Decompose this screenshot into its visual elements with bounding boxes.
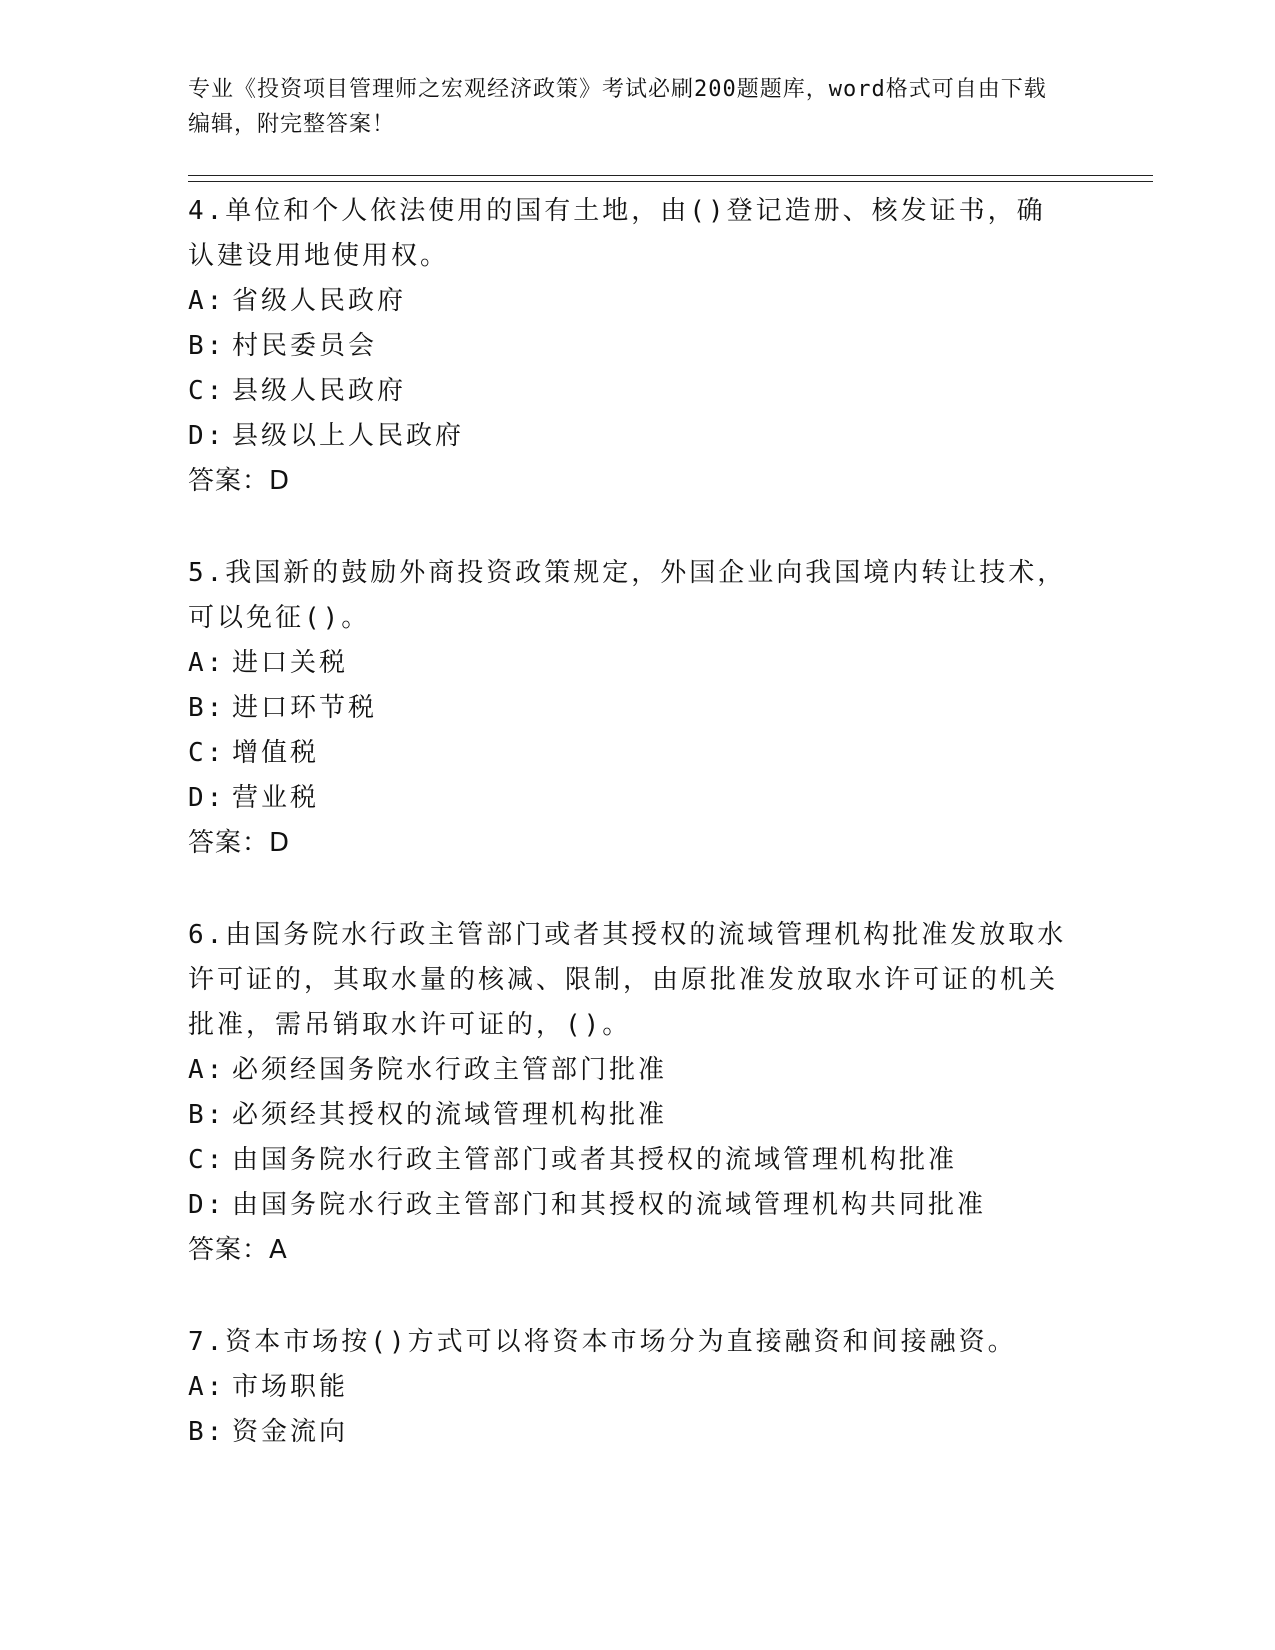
document-header [188,72,1068,142]
option-letter: C: [188,1145,226,1175]
option-text: 省级人民政府 [232,286,407,316]
option-text: 由国务院水行政主管部门或者其授权的流域管理机构批准 [232,1145,958,1175]
question-list [188,189,1068,1502]
option-text: 县级以上人民政府 [232,421,465,451]
question-text: 4.单位和个人依法使用的国有土地，由()登记造册、核发证书，确认建设用地使用权。 [188,196,1046,271]
option-a [188,1365,1068,1410]
question-text: 5.我国新的鼓励外商投资政策规定，外国企业向我国境内转让技术，可以免征()。 [188,558,1067,633]
option-text: 必须经其授权的流域管理机构批准 [232,1100,668,1130]
option-d [188,1183,1068,1228]
option-text: 进口关税 [232,648,349,678]
question-7 [188,1320,1068,1455]
option-b [188,686,1068,731]
option-text: 由国务院水行政主管部门和其授权的流域管理机构共同批准 [232,1190,987,1220]
option-b [188,324,1068,369]
question-text: 7.资本市场按()方式可以将资本市场分为直接融资和间接融资。 [188,1327,1017,1357]
header-divider-top [188,175,1153,176]
option-letter: B: [188,1417,226,1447]
option-text: 营业税 [232,783,320,813]
option-c [188,369,1068,414]
option-text: 资金流向 [232,1417,349,1447]
option-a [188,1048,1068,1093]
option-text: 必须经国务院水行政主管部门批准 [232,1055,668,1085]
option-letter: D: [188,421,226,451]
option-letter: B: [188,1100,226,1130]
question-5 [188,551,1068,866]
option-letter: D: [188,1190,226,1220]
option-d [188,414,1068,459]
option-text: 村民委员会 [232,331,378,361]
option-text: 进口环节税 [232,693,378,723]
option-c [188,1138,1068,1183]
option-d [188,776,1068,821]
answer-line: 答案：A [188,1235,288,1265]
option-letter: A: [188,648,226,678]
question-6 [188,913,1068,1273]
option-letter: C: [188,738,226,768]
header-divider-bottom [188,181,1153,182]
option-text: 增值税 [232,738,320,768]
option-a [188,641,1068,686]
option-b [188,1410,1068,1455]
answer-line: 答案：D [188,828,291,858]
option-text: 市场职能 [232,1372,349,1402]
option-text: 县级人民政府 [232,376,407,406]
option-letter: A: [188,1372,226,1402]
question-4 [188,189,1068,504]
option-letter: C: [188,376,226,406]
answer-line: 答案：D [188,466,291,496]
option-a [188,279,1068,324]
question-text: 6.由国务院水行政主管部门或者其授权的流域管理机构批准发放取水许可证的，其取水量的核减、限制，由原批准发放取水许可证的机关批准，需吊销取水许可证的，()。 [188,920,1067,1040]
option-c [188,731,1068,776]
document-title: 专业《投资项目管理师之宏观经济政策》考试必刷200题题库，word格式可自由下载编辑，附完整答案！ [188,77,1047,137]
option-letter: A: [188,1055,226,1085]
option-letter: B: [188,331,226,361]
option-b [188,1093,1068,1138]
option-letter: B: [188,693,226,723]
option-letter: D: [188,783,226,813]
option-letter: A: [188,286,226,316]
